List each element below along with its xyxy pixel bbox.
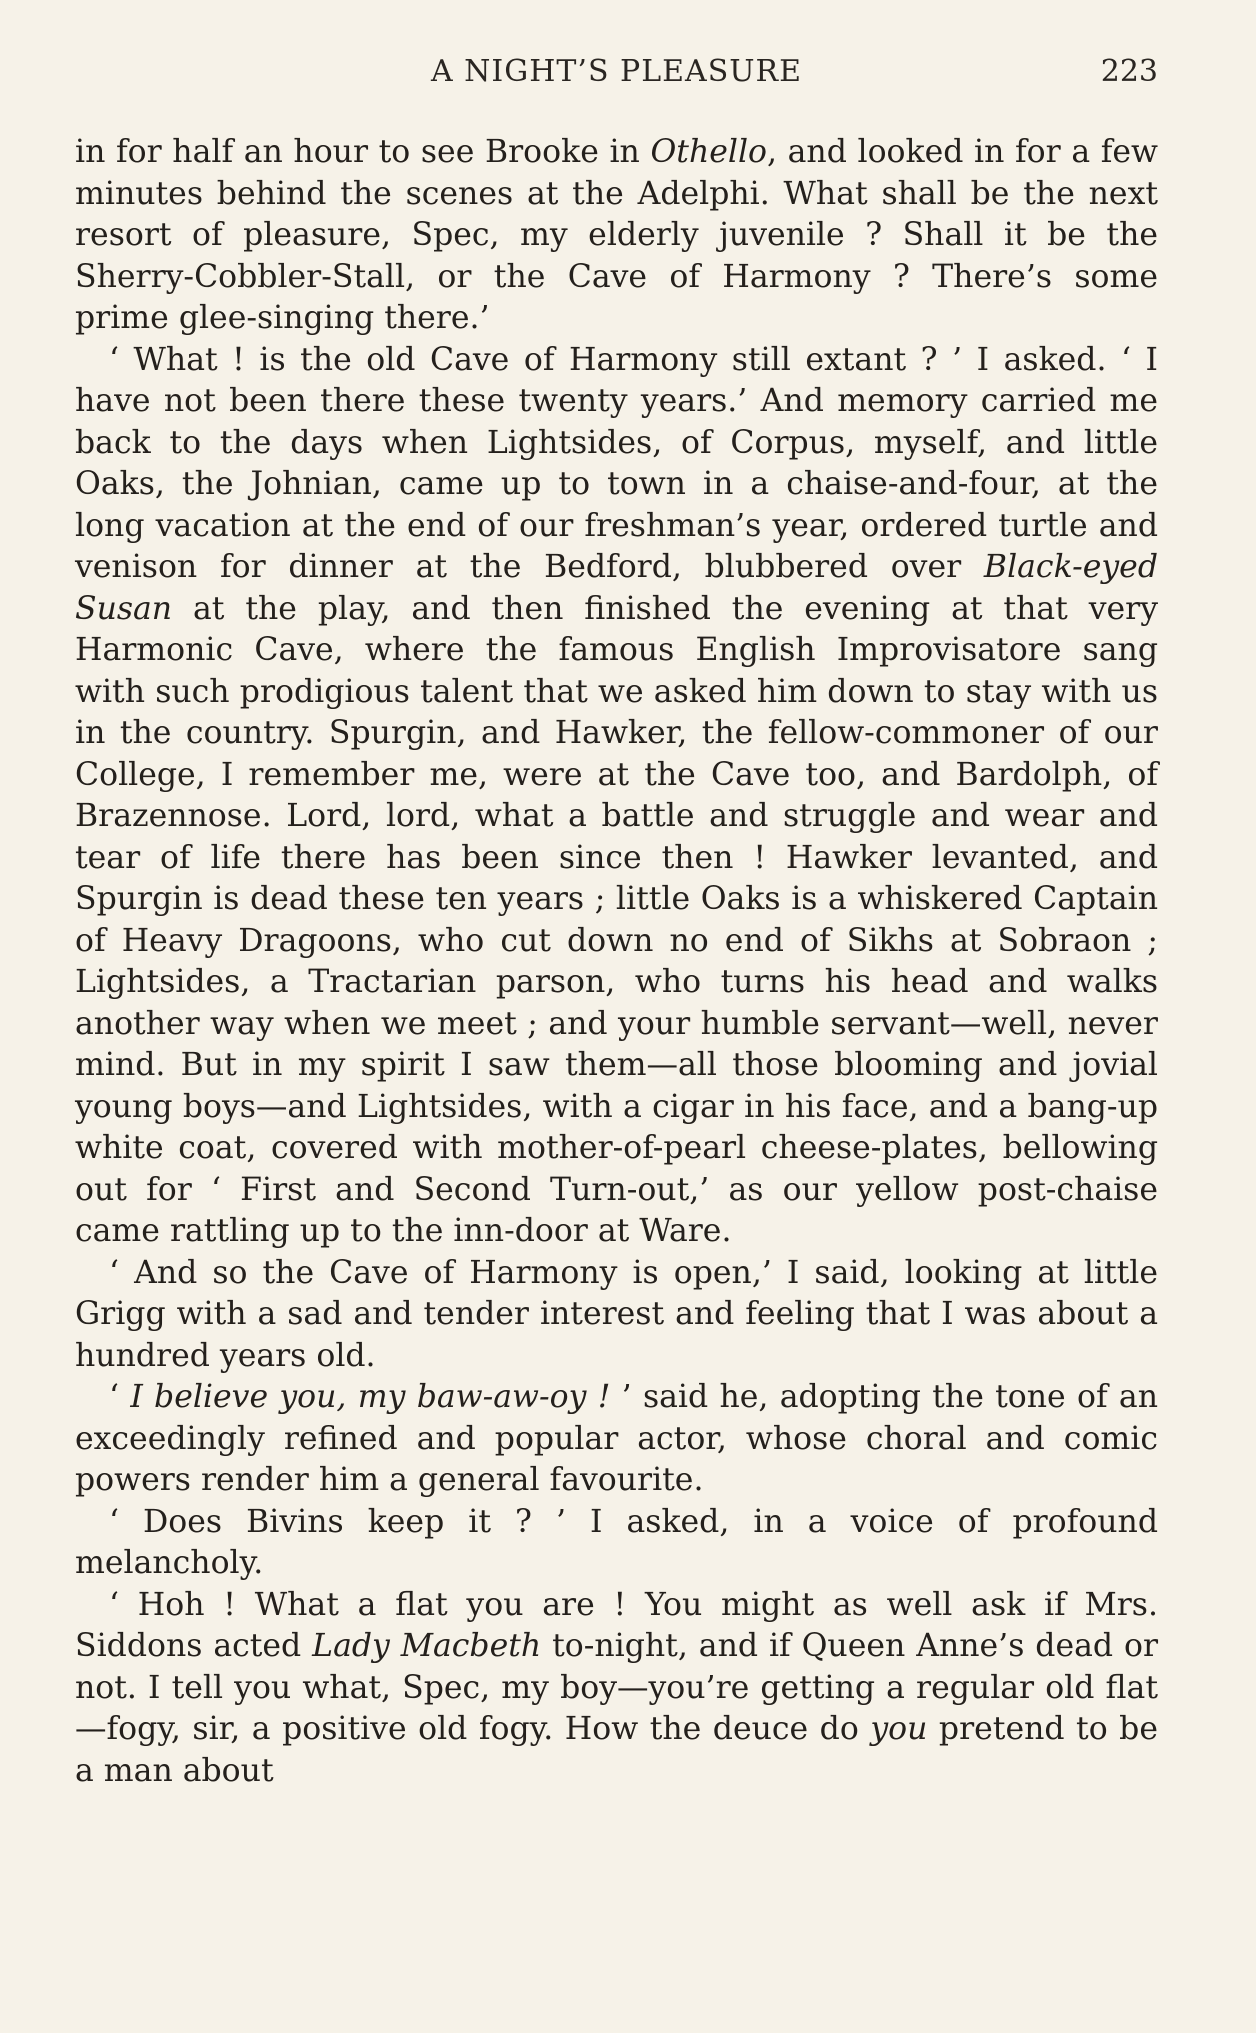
paragraph bbox=[75, 1502, 1158, 1585]
text-segment: ‘ bbox=[109, 1379, 131, 1415]
text-segment: , and looked in for a few minutes behind the scenes at the Adelphi. What shall be the next resort of pleasure, Spec, my elderly juvenile ? Shall it be the Sherry-Cobbler-Stall, or the Cave of Harmony ? There’s some prime glee-singing there.’ bbox=[75, 134, 1158, 336]
italic-title: Black-eyed Susan bbox=[75, 549, 1158, 627]
italic-emphasis: you bbox=[870, 1711, 928, 1747]
page-number: 223 bbox=[1100, 54, 1158, 89]
text-segment: ’ said he, adopting the tone of an exceedingly refined and popular actor, whose choral and comic powers render him a general favourite. bbox=[75, 1379, 1158, 1498]
paragraph bbox=[75, 340, 1158, 1253]
text-segment: at the play, and then finished the evening at that very Harmonic Cave, where the famous English Improvisatore sang with such prodigious talent that we asked him down to stay with us in the country. Spurgin, and Hawker, the fellow-commoner of our College, I remember me, were at the Cave too, and Bardolph, of Brazennose. Lord, lord, what a battle and struggle and wear and tear of life there has been since then ! Hawker levanted, and Spurgin is dead these ten years ; little Oaks is a whiskered Captain of Heavy Dragoons, who cut down no end of Sikhs at Sobraon ; Lightsides, a Tractarian parson, who turns his head and walks another way when we meet ; and your humble servant—well, never mind. But in my spirit I saw them—all those blooming and jovial young boys—and Lightsides, with a cigar in his face, and a bang-up white coat, covered with mother-of-pearl cheese-plates, bellowing out for ‘ First and Second Turn-out,’ as our yellow post-chaise came rattling up to the inn-door at Ware. bbox=[75, 590, 1158, 1249]
paragraph bbox=[75, 132, 1158, 340]
italic-title: Lady Macbeth bbox=[312, 1628, 542, 1664]
text-segment: in for half an hour to see Brooke in bbox=[75, 134, 651, 170]
text-segment: ‘ What ! is the old Cave of Harmony still extant ? ’ I asked. ‘ I have not been there these twenty years.’ And memory carried me back to the days when Lightsides, of Corpus, myself, and little Oaks, the Johnian, came up to town in a chaise-and-four, at the long vacation at the end of our freshman’s year, ordered turtle and venison for dinner at the Bedford, blubbered over bbox=[75, 341, 1158, 585]
paragraph bbox=[75, 1377, 1158, 1502]
running-title: A NIGHT’S PLEASURE bbox=[430, 54, 803, 89]
text-segment: ‘ And so the Cave of Harmony is open,’ I said, looking at little Grigg with a sad and tender interest and feeling that I was about a hundred years old. bbox=[75, 1254, 1158, 1374]
text-segment: pretend to be a man about bbox=[75, 1711, 1158, 1789]
running-head bbox=[75, 54, 1158, 98]
paragraph bbox=[75, 1253, 1158, 1378]
text-segment: ‘ Does Bivins keep it ? ’ I asked, in a voice of profound melancholy. bbox=[75, 1503, 1158, 1581]
italic-quote: I believe you, my baw-aw-oy ! bbox=[130, 1379, 611, 1415]
italic-title: Othello bbox=[650, 134, 767, 170]
paragraph bbox=[75, 1585, 1158, 1793]
text-segment: ‘ Hoh ! What a flat you are ! You might as well ask if Mrs. Siddons acted bbox=[75, 1586, 1158, 1664]
text-segment: to-night, and if Queen Anne’s dead or not. I tell you what, Spec, my boy—you’re getting a regular old flat—fogy, sir, a positive old fogy. How the deuce do bbox=[75, 1628, 1158, 1747]
body-text bbox=[75, 132, 1158, 1792]
